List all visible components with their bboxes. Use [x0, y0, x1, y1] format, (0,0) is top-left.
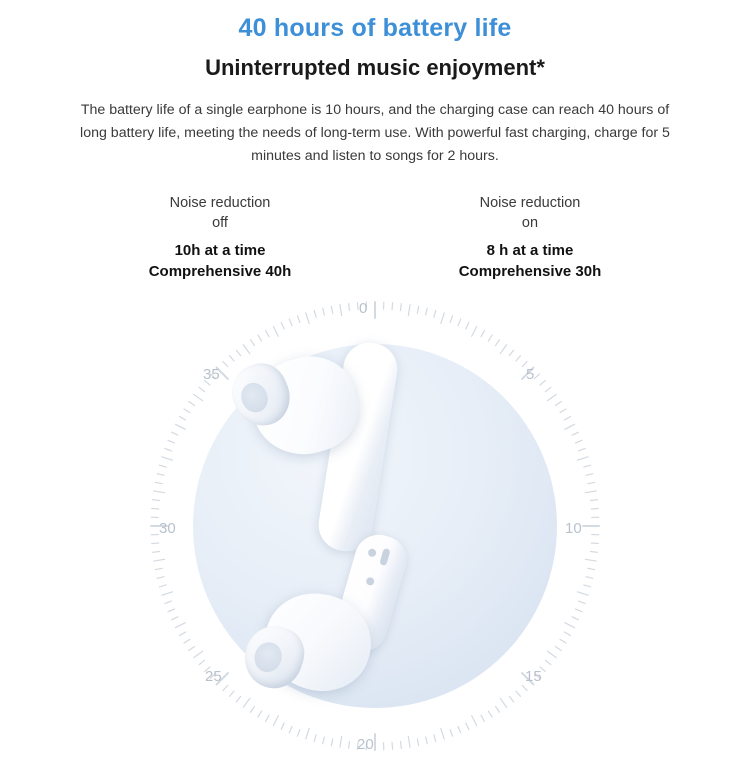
description-paragraph: The battery life of a single earphone is 10 hours, and the charging case can reach 40 hours of long battery life, meeting the needs of long-term use. With powerful fast charging, charge for 5 minutes and listen to songs for 2 hours.	[75, 99, 675, 168]
spec-title	[435, 194, 625, 233]
dial-label-5: 5	[526, 366, 534, 383]
dial-label-15: 15	[525, 668, 542, 685]
dial-label-20: 20	[357, 736, 374, 753]
dial-label-25: 25	[205, 668, 222, 685]
spec-value-single: 8 h at a time	[435, 240, 625, 261]
spec-column-anc-off	[125, 194, 315, 282]
spec-value-total: Comprehensive 30h	[435, 261, 625, 282]
page-title: 40 hours of battery life	[0, 14, 750, 43]
earbud-microphone-dot	[367, 548, 377, 558]
product-dial-illustration	[145, 296, 605, 756]
spec-title-text: Noise reduction	[480, 195, 581, 211]
spec-mode-text: on	[435, 214, 625, 234]
spec-value-single: 10h at a time	[125, 240, 315, 261]
dial-label-35: 35	[203, 366, 220, 383]
dial-label-0: 0	[359, 300, 367, 317]
spec-values	[125, 240, 315, 282]
spec-title	[125, 194, 315, 233]
spec-title-text: Noise reduction	[170, 195, 271, 211]
dial-label-30: 30	[159, 520, 176, 537]
earbud-vent-slot	[379, 548, 390, 566]
page-subtitle: Uninterrupted music enjoyment*	[0, 55, 750, 81]
spec-column-anc-on	[435, 194, 625, 282]
spec-row	[0, 194, 750, 282]
page-root	[0, 14, 750, 764]
spec-value-total: Comprehensive 40h	[125, 261, 315, 282]
earbud-microphone-dot	[365, 576, 375, 586]
spec-mode-text: off	[125, 214, 315, 234]
spec-values	[435, 240, 625, 282]
dial-label-10: 10	[565, 520, 582, 537]
